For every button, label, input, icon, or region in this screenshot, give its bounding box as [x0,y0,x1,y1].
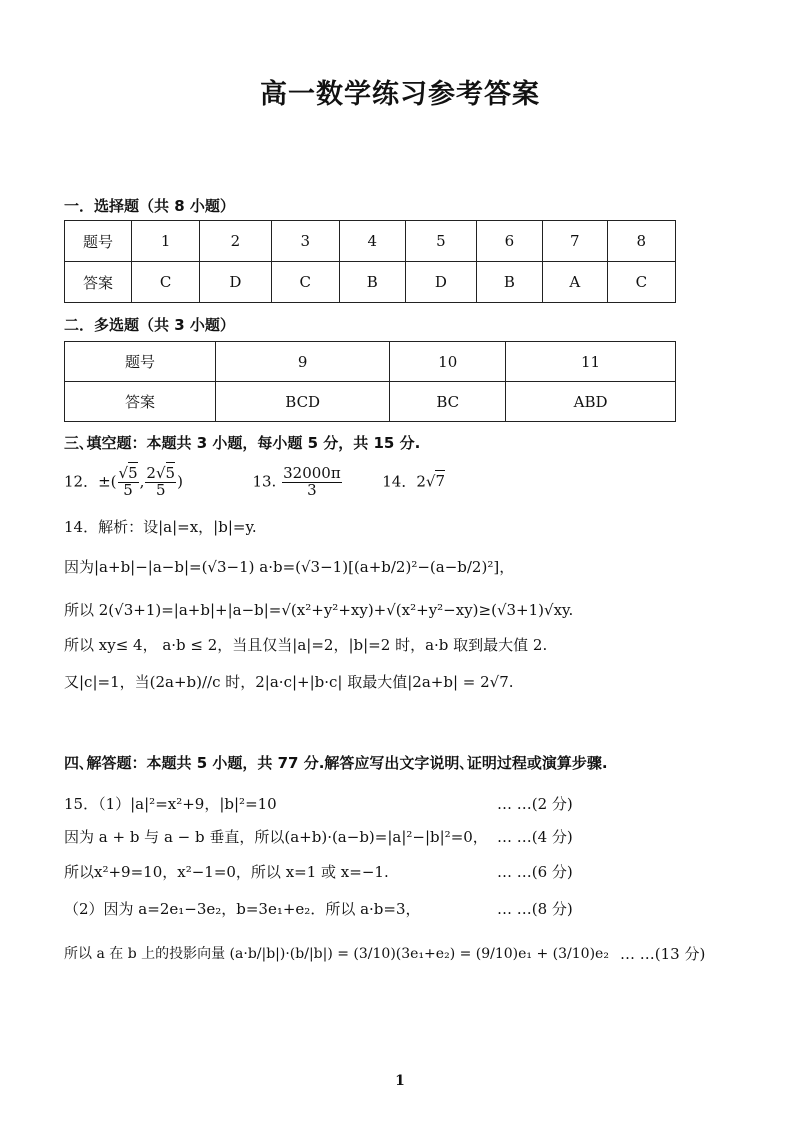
analysis-line: 因为|a+b|−|a−b|=(√3−1) a·b=(√3−1)[(a+b/2)²−(a−b/2)²]， [64,558,515,576]
solution-line: （2）因为 a=2e₁−3e₂，b=3e₁+e₂．所以 a·b=3， [64,900,421,918]
answer-cell: C [607,262,675,303]
fill-answers-row: 12．±( $\frac{√5}{5}$ , $\frac{2√5}{5}$ ) 13. $\frac{32000\pi}{3}$ 14．2√7 [64,464,445,499]
score-points: … …(4 分) [497,828,573,846]
analysis-line: 所以 2(√3+1)=|a+b|+|a−b|=√(x²+y²+xy)+√(x²+y²−xy)≥(√3+1)√xy. [64,601,574,619]
solution-line: 因为 a + b 与 a − b 垂直，所以(a+b)·(a−b)=|a|²−|b|²=0， [64,828,488,846]
fraction: $\frac{2√5}{5}$ [146,464,176,499]
score-points: … …(2 分) [497,795,573,813]
table-row [65,262,676,303]
question-number: 6 [477,221,543,262]
q12-label: 12． [64,472,99,491]
solution-line: 所以 a 在 b 上的投影向量 (a·b/|b|)·(b/|b|) = (3/10)(3e₁+e₂) = (9/10)e₁ + (3/10)e₂ [64,946,609,962]
table-row [65,382,676,422]
q13-label: 13. [252,472,277,491]
question-number: 9 [216,342,390,382]
question-number: 4 [339,221,405,262]
question-number: 5 [405,221,476,262]
row-header-question: 题号 [65,221,132,262]
question-number: 11 [506,342,676,382]
q13-answer: $\frac{32000\pi}{3}$ [283,464,341,499]
table-row [65,221,676,262]
answer-cell: D [405,262,476,303]
section4-heading: 四､解答题：本题共 5 小题，共 77 分.解答应写出文字说明､证明过程或演算步骤. [64,754,608,772]
row-header-question: 题号 [65,342,216,382]
choice-answer-table [64,220,676,303]
analysis-line: 所以 xy≤ 4， a·b ≤ 2，当且仅当|a|=2，|b|=2 时，a·b 取到最大值 2. [64,636,548,654]
analysis-line: 14．解析：设|a|=x，|b|=y. [64,518,257,536]
question-number: 7 [542,221,607,262]
page-number: 1 [395,1073,405,1089]
section1-heading: 一．选择题（共 8 小题） [64,197,235,215]
answer-cell: D [200,262,271,303]
fraction: $\frac{√5}{5}$ [118,464,138,499]
answer-cell: BC [390,382,506,422]
multi-answer-table [64,341,676,422]
answer-cell: ABD [506,382,676,422]
score-points: … …(6 分) [497,863,573,881]
row-header-answer: 答案 [65,262,132,303]
answer-cell: B [477,262,543,303]
answer-cell: BCD [216,382,390,422]
question-number: 10 [390,342,506,382]
table-row [65,342,676,382]
question-number: 2 [200,221,271,262]
answer-cell: A [542,262,607,303]
score-points: … …(13 分) [620,945,706,963]
question-number: 8 [607,221,675,262]
analysis-line: 又|c|=1，当(2a+b)//c 时，2|a·c|+|b·c| 取最大值|2a+b| = 2√7. [64,673,514,691]
answer-cell: C [132,262,200,303]
q14-label: 14． [382,472,417,491]
question-number: 1 [132,221,200,262]
solution-line: 15．（1）|a|²=x²+9，|b|²=10 [64,795,277,813]
row-header-answer: 答案 [65,382,216,422]
section3-heading: 三､填空题：本题共 3 小题，每小题 5 分，共 15 分. [64,434,421,452]
score-points: … …(8 分) [497,900,573,918]
answer-cell: C [271,262,339,303]
question-number: 3 [271,221,339,262]
page-title: 高一数学练习参考答案 [260,79,540,110]
section2-heading: 二．多选题（共 3 小题） [64,316,235,334]
solution-line: 所以x²+9=10，x²−1=0，所以 x=1 或 x=−1. [64,863,389,881]
answer-cell: B [339,262,405,303]
